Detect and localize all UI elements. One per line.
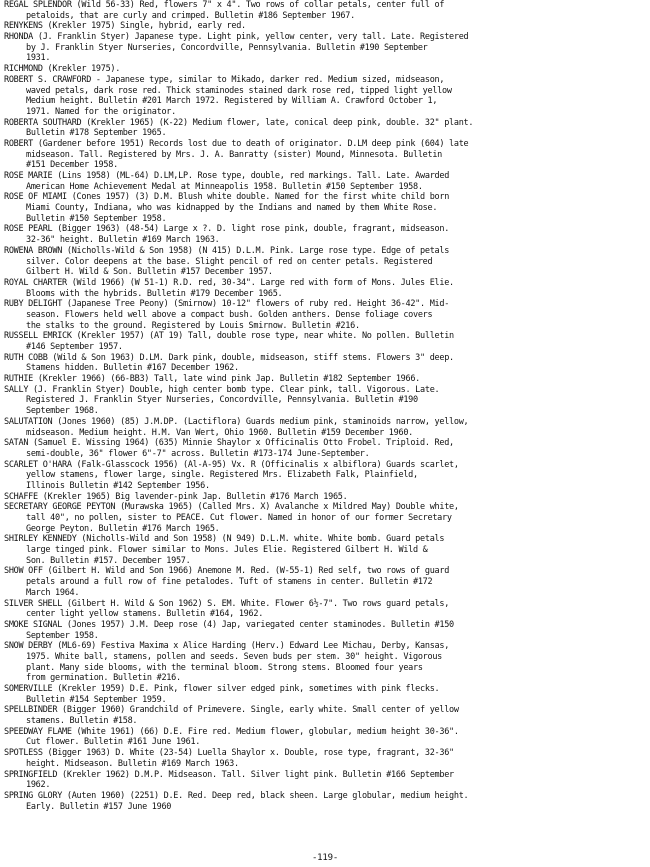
cultivar-entry <box>4 748 648 769</box>
cultivar-entry <box>4 770 648 791</box>
entry-continuation-line: yellow stamens, flower large, single. Registered Mrs. Elizabeth Falk, Plainfield, <box>26 470 418 481</box>
entry-continuation-line: season. Flowers held well above a compact bush. Golden anthers. Dense foliage covers <box>26 309 433 320</box>
page-number: -119- <box>311 853 339 863</box>
entry-continuation-line: stamens. Bulletin #158. <box>26 716 138 727</box>
cultivar-entry <box>4 599 648 620</box>
cultivar-entry <box>4 727 648 748</box>
cultivar-entry <box>4 299 648 331</box>
entry-continuation-line: September 1958. <box>26 630 99 641</box>
entry-first-line: RHONDA (J. Franklin Styer) Japanese type. Light pink, yellow center, very tall. Late. Registered <box>4 32 469 43</box>
cultivar-entry <box>4 75 648 118</box>
cultivar-entry <box>4 224 648 245</box>
entry-continuation-line: Son. Bulletin #157. December 1957. <box>26 555 191 566</box>
entry-first-line: SPELLBINDER (Bigger 1960) Grandchild of Primevere. Single, early white. Small center of yellow <box>4 705 459 716</box>
cultivar-entry <box>4 492 648 503</box>
entry-first-line: ROSE PEARL (Bigger 1963) (48-54) Large x ?. D. light rose pink, double, fragrant, midseason. <box>4 224 450 235</box>
cultivar-entry <box>4 385 648 417</box>
entry-first-line: REGAL SPLENDOR (Wild 56-33) Red, flowers 7" x 4". Two rows of collar petals, center full of <box>4 0 445 10</box>
cultivar-entry <box>4 684 648 705</box>
entry-continuation-line: September 1968. <box>26 406 99 417</box>
entry-first-line: SHOW OFF (Gilbert H. Wild and Son 1966) Anemone M. Red. (W-55-1) Red self, two rows of guard <box>4 566 450 577</box>
cultivar-entry <box>4 460 648 492</box>
entry-first-line: SALUTATION (Jones 1960) (85) J.M.DP. (Lactiflora) Guards medium pink, staminoids narrow, yellow, <box>4 416 469 427</box>
entry-continuation-line: Miami County, Indiana, who was kidnapped by the Indians and named by them White Rose. <box>26 203 438 214</box>
entry-continuation-line: Bulletin #150 September 1958. <box>26 213 167 224</box>
entry-continuation-line: 32-36" height. Bulletin #169 March 1963. <box>26 235 220 246</box>
entry-continuation-line: #151 December 1958. <box>26 160 118 171</box>
entry-first-line: SPOTLESS (Bigger 1963) D. White (23-54) Luella Shaylor x. Double, rose type, fragrant, 32-36" <box>4 748 454 759</box>
cultivar-entry <box>4 139 648 171</box>
cultivar-entry <box>4 64 648 75</box>
entry-continuation-line: Bulletin #178 September 1965. <box>26 128 167 139</box>
cultivar-entry <box>4 620 648 641</box>
entry-first-line: RENYKENS (Krekler 1975) Single, hybrid, early red. <box>4 21 246 32</box>
entry-continuation-line: March 1964. <box>26 587 80 598</box>
entry-first-line: SNOW DERBY (ML6-69) Festiva Maxima x Alice Harding (Herv.) Edward Lee Michau, Derby, Kansas, <box>4 641 450 652</box>
entry-continuation-line: Cut flower. Bulletin #161 June 1961. <box>26 737 201 748</box>
entry-first-line: RUSSELL EMRICK (Krekler 1957) (AT 19) Tall, double rose type, near white. No pollen. Bulletin <box>4 331 454 342</box>
entry-continuation-line: plant. Many side blooms, with the terminal bloom. Strong stems. Bloomed four years <box>26 662 423 673</box>
entry-continuation-line: silver. Color deepens at the base. Slight pencil of red on center petals. Registered <box>26 256 433 267</box>
entry-continuation-line: George Peyton. Bulletin #176 March 1965. <box>26 523 220 534</box>
cultivar-entry <box>4 118 648 139</box>
entry-continuation-line: 1962. <box>26 780 51 791</box>
cultivar-entry <box>4 705 648 726</box>
entry-continuation-line: 1975. White ball, stamens, pollen and seeds. Seven buds per stem. 30" height. Vigorous <box>26 651 443 662</box>
entry-first-line: SALLY (J. Franklin Styer) Double, high center bomb type. Clear pink, tall. Vigorous. Late. <box>4 384 440 395</box>
entry-first-line: RUTHIE (Krekler 1966) (66-BB3) Tall, late wind pink Jap. Bulletin #182 September 1966. <box>4 374 421 385</box>
cultivar-entry <box>4 417 648 438</box>
entry-continuation-line: center light yellow stamens. Bulletin #164, 1962. <box>26 609 264 620</box>
entry-first-line: SOMERVILLE (Krekler 1959) D.E. Pink, flower silver edged pink, sometimes with pink flecks. <box>4 684 440 694</box>
cultivar-entry <box>4 331 648 352</box>
entry-continuation-line: Blooms with the hybrids. Bulletin #179 December 1965. <box>26 288 283 299</box>
entry-continuation-line: semi-double, 36" flower 6"-7" across. Bulletin #173-174 June-September. <box>26 448 370 459</box>
entry-first-line: SATAN (Samuel E. Wissing 1964) (635) Minnie Shaylor x Officinalis Otto Frobel. Triploid. Red, <box>4 438 454 449</box>
entry-continuation-line: Registered J. Franklin Styer Nurseries, Concordville, Pennsylvania. Bulletin #190 <box>26 395 418 406</box>
cultivar-entry <box>4 791 648 812</box>
entry-continuation-line: petals around a full row of fine petalodes. Tuft of stamens in center. Bulletin #172 <box>26 577 433 588</box>
cultivar-entry <box>4 641 648 684</box>
cultivar-entry <box>4 374 648 385</box>
entry-continuation-line: 1971. Named for the originator. <box>26 106 176 117</box>
entry-first-line: SMOKE SIGNAL (Jones 1957) J.M. Deep rose (4) Jap, variegated center staminodes. Bulletin #150 <box>4 619 454 630</box>
cultivar-entry <box>4 246 648 278</box>
entry-continuation-line: Gilbert H. Wild & Son. Bulletin #157 December 1957. <box>26 267 273 278</box>
entry-continuation-line: Illinois Bulletin #142 September 1956. <box>26 480 210 491</box>
entry-first-line: ROBERT (Gardener before 1951) Records lost due to death of originator. D.LM deep pink (604) late <box>4 138 469 149</box>
entry-first-line: SPRING GLORY (Auten 1960) (2251) D.E. Red. Deep red, black sheen. Large globular, medium height. <box>4 790 469 801</box>
entry-continuation-line: Medium height. Bulletin #201 March 1972. Registered by William A. Crawford October 1, <box>26 96 438 107</box>
entry-first-line: ROSE MARIE (Lins 1958) (ML-64) D.LM,LP. Rose type, double, red markings. Tall. Late. Awarded <box>4 171 450 181</box>
cultivar-entry <box>4 32 648 64</box>
entry-first-line: ROBERT S. CRAWFORD - Japanese type, similar to Mikado, darker red. Medium sized, midseason, <box>4 74 445 85</box>
entry-first-line: SILVER SHELL (Gilbert H. Wild & Son 1962) S. EM. White. Flower 6½-7". Two rows guard petals, <box>4 598 450 609</box>
entry-first-line: ROYAL CHARTER (Wild 1966) (W 51-1) R.D. red, 30-34". Large red with form of Mons. Jules Elie. <box>4 277 454 288</box>
cultivar-entry <box>4 438 648 459</box>
entry-continuation-line: midseason. Medium height. H.M. Van Wert, Ohio 1960. Bulletin #159 December 1960. <box>26 427 413 438</box>
entry-continuation-line: 1931. <box>26 53 51 64</box>
cultivar-entry <box>4 192 648 224</box>
entry-first-line: ROBERTA SOUTHARD (Krekler 1965) (K-22) Medium flower, late, conical deep pink, double. 32" plant. <box>4 117 474 128</box>
entry-continuation-line: Stamens hidden. Bulletin #167 December 1962. <box>26 363 239 374</box>
registration-entries <box>4 0 648 812</box>
entry-first-line: ROWENA BROWN (Nicholls-Wild & Son 1958) (N 415) D.L.M. Pink. Large rose type. Edge of petals <box>4 245 450 256</box>
cultivar-entry <box>4 534 648 566</box>
entry-continuation-line: Bulletin #154 September 1959. <box>26 694 167 705</box>
cultivar-entry <box>4 21 648 32</box>
entry-continuation-line: tall 40", no pollen, sister to PEACE. Cut flower. Named in honor of our former Secretary <box>26 513 452 523</box>
cultivar-entry <box>4 566 648 598</box>
entry-continuation-line: #146 September 1957. <box>26 342 123 352</box>
entry-first-line: SECRETARY GEORGE PEYTON (Murawska 1965) (Called Mrs. X) Avalanche x Mildred May) Double white, <box>4 502 459 513</box>
cultivar-entry <box>4 0 648 21</box>
entry-continuation-line: by J. Franklin Styer Nurseries, Concordville, Pennsylvania. Bulletin #190 September <box>26 42 428 53</box>
entry-first-line: RUBY DELIGHT (Japanese Tree Peony) (Smirnow) 10-12" flowers of ruby red. Height 36-42". Mid- <box>4 299 450 310</box>
cultivar-entry <box>4 171 648 192</box>
entry-continuation-line: from germination. Bulletin #216. <box>26 673 181 684</box>
entry-continuation-line: large tinged pink. Flower similar to Mons. Jules Elie. Registered Gilbert H. Wild & <box>26 545 428 556</box>
entry-continuation-line: waved petals, dark rose red. Thick staminodes stained dark rose red, tipped light yellow <box>26 85 452 96</box>
cultivar-entry <box>4 502 648 534</box>
cultivar-entry <box>4 278 648 299</box>
cultivar-entry <box>4 353 648 374</box>
entry-first-line: SCARLET O'HARA (Falk-Glasscock 1956) (Al-A-95) Vx. R (Officinalis x albiflora) Guards scarlet, <box>4 459 459 470</box>
entry-first-line: RICHMOND (Krekler 1975). <box>4 64 121 75</box>
entry-first-line: SCHAFFE (Krekler 1965) Big lavender-pink Jap. Bulletin #176 March 1965. <box>4 491 348 502</box>
entry-continuation-line: petaloids, that are curly and crimped. Bulletin #186 September 1967. <box>26 10 355 21</box>
entry-continuation-line: American Home Achievement Medal at Minneapolis 1958. Bulletin #150 September 1958. <box>26 181 423 192</box>
entry-continuation-line: height. Midseason. Bulletin #169 March 1963. <box>26 758 239 769</box>
entry-first-line: RUTH COBB (Wild & Son 1963) D.LM. Dark pink, double, midseason, stiff stems. Flowers 3" deep. <box>4 352 454 363</box>
entry-first-line: SPRINGFIELD (Krekler 1962) D.M.P. Midseason. Tall. Silver light pink. Bulletin #166 September <box>4 769 454 780</box>
entry-continuation-line: the stalks to the ground. Registered by Louis Smirnow. Bulletin #216. <box>26 320 360 331</box>
entry-first-line: ROSE OF MIAMI (Cones 1957) (3) D.M. Blush white double. Named for the first white child born <box>4 192 450 203</box>
entry-continuation-line: Early. Bulletin #157 June 1960 <box>26 801 172 812</box>
entry-first-line: SPEEDWAY FLAME (White 1961) (66) D.E. Fire red. Medium flower, globular, medium height 30-36". <box>4 726 459 737</box>
entry-first-line: SHIRLEY KENNEDY (Nicholls-Wild and Son 1958) (N 949) D.L.M. white. White bomb. Guard petals <box>4 534 445 545</box>
entry-continuation-line: midseason. Tall. Registered by Mrs. J. A. Banratty (sister) Mound, Minnesota. Bulletin <box>26 149 443 160</box>
